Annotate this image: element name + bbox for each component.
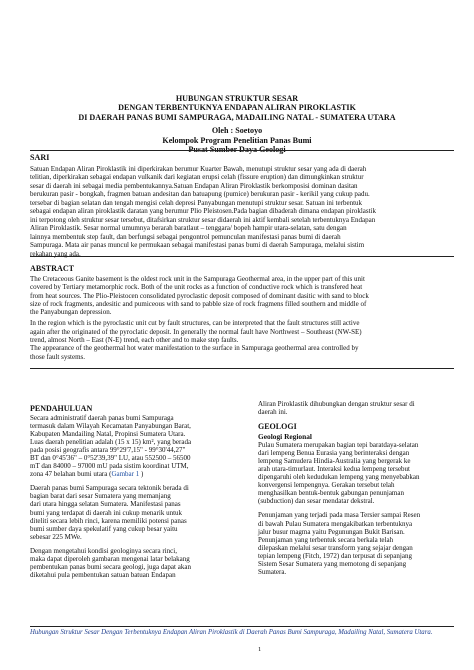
body-paragraph bbox=[30, 484, 222, 541]
author-institution: Pusat Sumber Daya Geologi bbox=[188, 145, 286, 154]
body-line: Secara administratif daerah panas bumi Sampuraga bbox=[30, 413, 174, 422]
figure-reference-link[interactable]: Gambar 1 bbox=[111, 470, 140, 479]
sari-text bbox=[30, 165, 454, 259]
body-line: dari lempeng Benua Eurasia yang berinteraksi dengan bbox=[258, 448, 410, 457]
body-line: maka dapat diperoleh gambaran mengenai latar belakang bbox=[30, 555, 190, 563]
abstract-line: In the region which is the pyroclastic unit cut by fault structures, can be interpreted that the fault structures still active bbox=[30, 319, 360, 328]
body-line: Penunjaman yang terbentuk secara berkala telah bbox=[258, 535, 394, 544]
abstract-line: those fault systems. bbox=[30, 352, 86, 361]
body-paragraph bbox=[30, 547, 222, 579]
abstract-paragraph bbox=[30, 275, 454, 316]
body-line: tepian lempeng (Fitch, 1972) dan terpusat di sepanjang bbox=[258, 551, 412, 560]
body-line: Dengan mengetahui kondisi geologinya secara rinci, bbox=[30, 546, 177, 555]
sari-line: ini terpotong oleh struktur sesar tersebut, ditafsirkan struktur sesar didaerah ini aktif kembali setelah terbentuknya Endapan bbox=[30, 215, 376, 224]
body-line: diteliti secara lebih rinci, karena memiliki potensi panas bbox=[30, 516, 187, 525]
abstract-line: size of rock fragments, andesitic and pumiceous with sand to pabble size of rock fragmens filled southern and middle of bbox=[30, 299, 367, 308]
author-name: Oleh : Soetoyo bbox=[211, 126, 263, 135]
body-line: dari utara hingga selatan Sumatera. Manifestasi panas bbox=[30, 500, 181, 509]
body-line: Kabupaten Mandailing Natal, Propinsi Sumatera Utara. bbox=[30, 429, 186, 438]
sari-line: tersebar di bagian selatan dan tengah mengisi celah depresi Panyabungan menutupi struktur sesar. Satuan ini terbentuk bbox=[30, 198, 363, 207]
body-line: sebesar 225 MWe. bbox=[30, 532, 82, 541]
sari-line: lainnya membentuk step fault, dan berfungsi sebagai pengontrol pemunculan manifestasi panas bumi di daerah bbox=[30, 232, 341, 241]
sari-line: telitian, diperkirakan sebagai endapan vulkanik dari kegiatan erupsi celah (fissure eruption) dan dimungkinkan struktur bbox=[30, 173, 364, 181]
body-line: zona 47 belahan bumi utara (Gambar 1 ) bbox=[30, 470, 144, 479]
title-line: DENGAN TERBENTUKNYA ENDAPAN ALIRAN PIROKLASTIK bbox=[118, 103, 356, 113]
body-line: Sistem Sesar Sumatera yang memotong di sepanjang bbox=[258, 560, 407, 568]
body-line: di bawah Pulau Sumatera mengakibatkan terbentuknya bbox=[258, 519, 413, 528]
author-group: Kelompok Program Penelitian Panas Bumi bbox=[162, 135, 312, 145]
body-line: bumi yang terdapat di daerah ini cukup menarik untuk bbox=[30, 508, 183, 517]
sari-line: berukuran pasir - bongkah, fragmen batuan andesitan dan batuapung (pumice) berukuran pasir - kerikil yang cukup padu. bbox=[30, 190, 370, 198]
body-line: mT dan 84000 – 97000 mU pada sistim koordinat UTM, bbox=[30, 462, 189, 471]
body-paragraph bbox=[258, 511, 454, 576]
body-line: (subduction) dan sesar mendatar dekstral. bbox=[258, 497, 375, 506]
abstract-line: The appearance of the geothermal hot water manifestation to the surface in Sampuraga geothermal area controlled by bbox=[30, 344, 359, 353]
body-line: diketahui pula pembentukan satuan batuan Endapan bbox=[30, 571, 176, 580]
body-line: menghasilkan bentuk-bentuk gabungan penunjaman bbox=[258, 489, 404, 498]
sari-line: sesar di daerah ini sebagai media pembentukannya.Satuan Endapan Aliran Piroklastik berkomposisi dominan dasitan bbox=[30, 181, 358, 190]
abstract-line: covered by Tertiary metamorphic rock. Both of the unit rocks as a function of conductive rock which is transfered heat bbox=[30, 283, 363, 292]
body-line: arah utara-timurlaut. Interaksi kedua lempeng tersebut bbox=[258, 464, 410, 473]
sari-line: sebagai endapan aliran piroklastik daratan yang berumur Plio Pleistosen.Pada bagian dibaderah dimana endapan piroklastik bbox=[30, 207, 377, 215]
left-column bbox=[30, 404, 222, 579]
body-line: Daerah panas bumi Sampuraga secara tektonik berada di bbox=[30, 484, 189, 493]
body-line: termasuk dalam Wilayah Kecamatan Panyabungan Barat, bbox=[30, 421, 191, 430]
abstract-line: again after the originated of the pyroclatic deposit. In generally the normal fault have Northwest – Southeast (NW-SE) bbox=[30, 327, 362, 336]
body-paragraph bbox=[258, 400, 454, 416]
body-line: konvergensi lempengnya. Gerakan tersebut telah bbox=[258, 481, 395, 490]
sari-line: Sampuraga. Mata air panas muncul ke permukaan sebagai manifestasi panas bumi di daerah Sampuraga, melalui sistim bbox=[30, 241, 365, 249]
running-footer: Hubungan Struktur Sesar Dengan Terbentuknya Endapan Aliran Piroklastik di Daerah Panas Bumi Sampuraga, Madailing Natal, Sumatera Utara. bbox=[30, 629, 433, 636]
body-line: pembentukan panas bumi secara geologi, juga dapat akan bbox=[30, 563, 191, 572]
body-line: pada posisi geografis antara 99°29'7,15" - 99°30'44,27" bbox=[30, 445, 186, 454]
body-line: Sumatera. bbox=[258, 568, 287, 577]
paper-title bbox=[0, 94, 474, 122]
body-line: bagian barat dari sesar Sumatera yang memanjang bbox=[30, 492, 171, 501]
body-line: bumi sumber daya spekulatif yang cukup besar yaitu bbox=[30, 524, 178, 533]
page-number: 1 bbox=[258, 646, 262, 653]
body-paragraph bbox=[30, 414, 222, 479]
section-heading-pendahuluan: PENDAHULUAN bbox=[30, 404, 93, 413]
sari-section bbox=[30, 150, 454, 257]
abstract-line: the Panyabungan depression. bbox=[30, 308, 112, 317]
body-paragraph bbox=[258, 441, 454, 506]
sari-line: Satuan Endapan Aliran Piroklastik ini diperkirakan berumur Kuarter Bawah, menutupi struktur sesar yang ada di daerah bbox=[30, 164, 367, 173]
body-line: BT dan 0°45'36" – 0°52'39,39" LU, atau 552500 – 56500 bbox=[30, 453, 191, 462]
abstract-paragraph bbox=[30, 319, 454, 344]
subsection-heading-geologi-regional: Geologi Regional bbox=[258, 431, 312, 441]
body-line: dipengaruhi oleh kedudukan lempeng yang menyebabkan bbox=[258, 473, 420, 482]
abstract-divider bbox=[30, 368, 454, 369]
abstract-heading: ABSTRACT bbox=[30, 264, 75, 273]
title-line: HUBUNGAN STRUKTUR SESAR bbox=[175, 94, 299, 103]
section-heading-geologi: GEOLOGI bbox=[258, 422, 297, 432]
body-line: Penunjaman yang terjadi pada masa Tersier sampai Resen bbox=[258, 511, 421, 520]
abstract-section bbox=[30, 275, 454, 361]
sari-line: Aliran Piroklastik. Sesar normal umumnya berarah baratlaut – tenggara/ bopeh hampir utara-selatan, satu dengan bbox=[30, 224, 347, 232]
abstract-paragraph bbox=[30, 344, 454, 361]
right-column bbox=[258, 400, 454, 576]
abstract-line: trend, almost North – East (N-E) trend, each other and to make step faults. bbox=[30, 336, 239, 345]
body-line: Pulau Sumatera merupakan bagian tepi baratdaya-selatan bbox=[258, 440, 419, 449]
body-line: Aliran Piroklastik dihubungkan dengan struktur sesar di bbox=[258, 400, 415, 408]
sari-heading: SARI bbox=[30, 153, 50, 162]
body-line: daerah ini. bbox=[258, 408, 288, 417]
footer-divider bbox=[30, 626, 454, 627]
sari-line: rekahan yang ada. bbox=[30, 249, 81, 258]
body-line: Luas daerah penelitian adalah (15 x 15) km², yang berada bbox=[30, 437, 192, 446]
title-line: DI DAERAH PANAS BUMI SAMPURAGA, MADAILING NATAL - SUMATERA UTARA bbox=[78, 112, 396, 122]
abstract-line: The Cretaceous Ganite basement is the oldest rock unit in the Sampuraga Geothermal area, in the upper part of this unit bbox=[30, 275, 365, 283]
body-line: jalur busur magma yaitu Pegunungan Bukit Barisan. bbox=[258, 527, 405, 536]
body-line: lempeng Samudera Hindia-Australia yang bergerak ke bbox=[258, 456, 411, 465]
body-line: dilepaskan melalui sesar transform yang sejajar dengan bbox=[258, 543, 413, 552]
abstract-line: from heat sources. The Plio-Pleistocen consolidated pyroclastic deposit composed of dominant dasitic with sand to block bbox=[30, 291, 369, 300]
